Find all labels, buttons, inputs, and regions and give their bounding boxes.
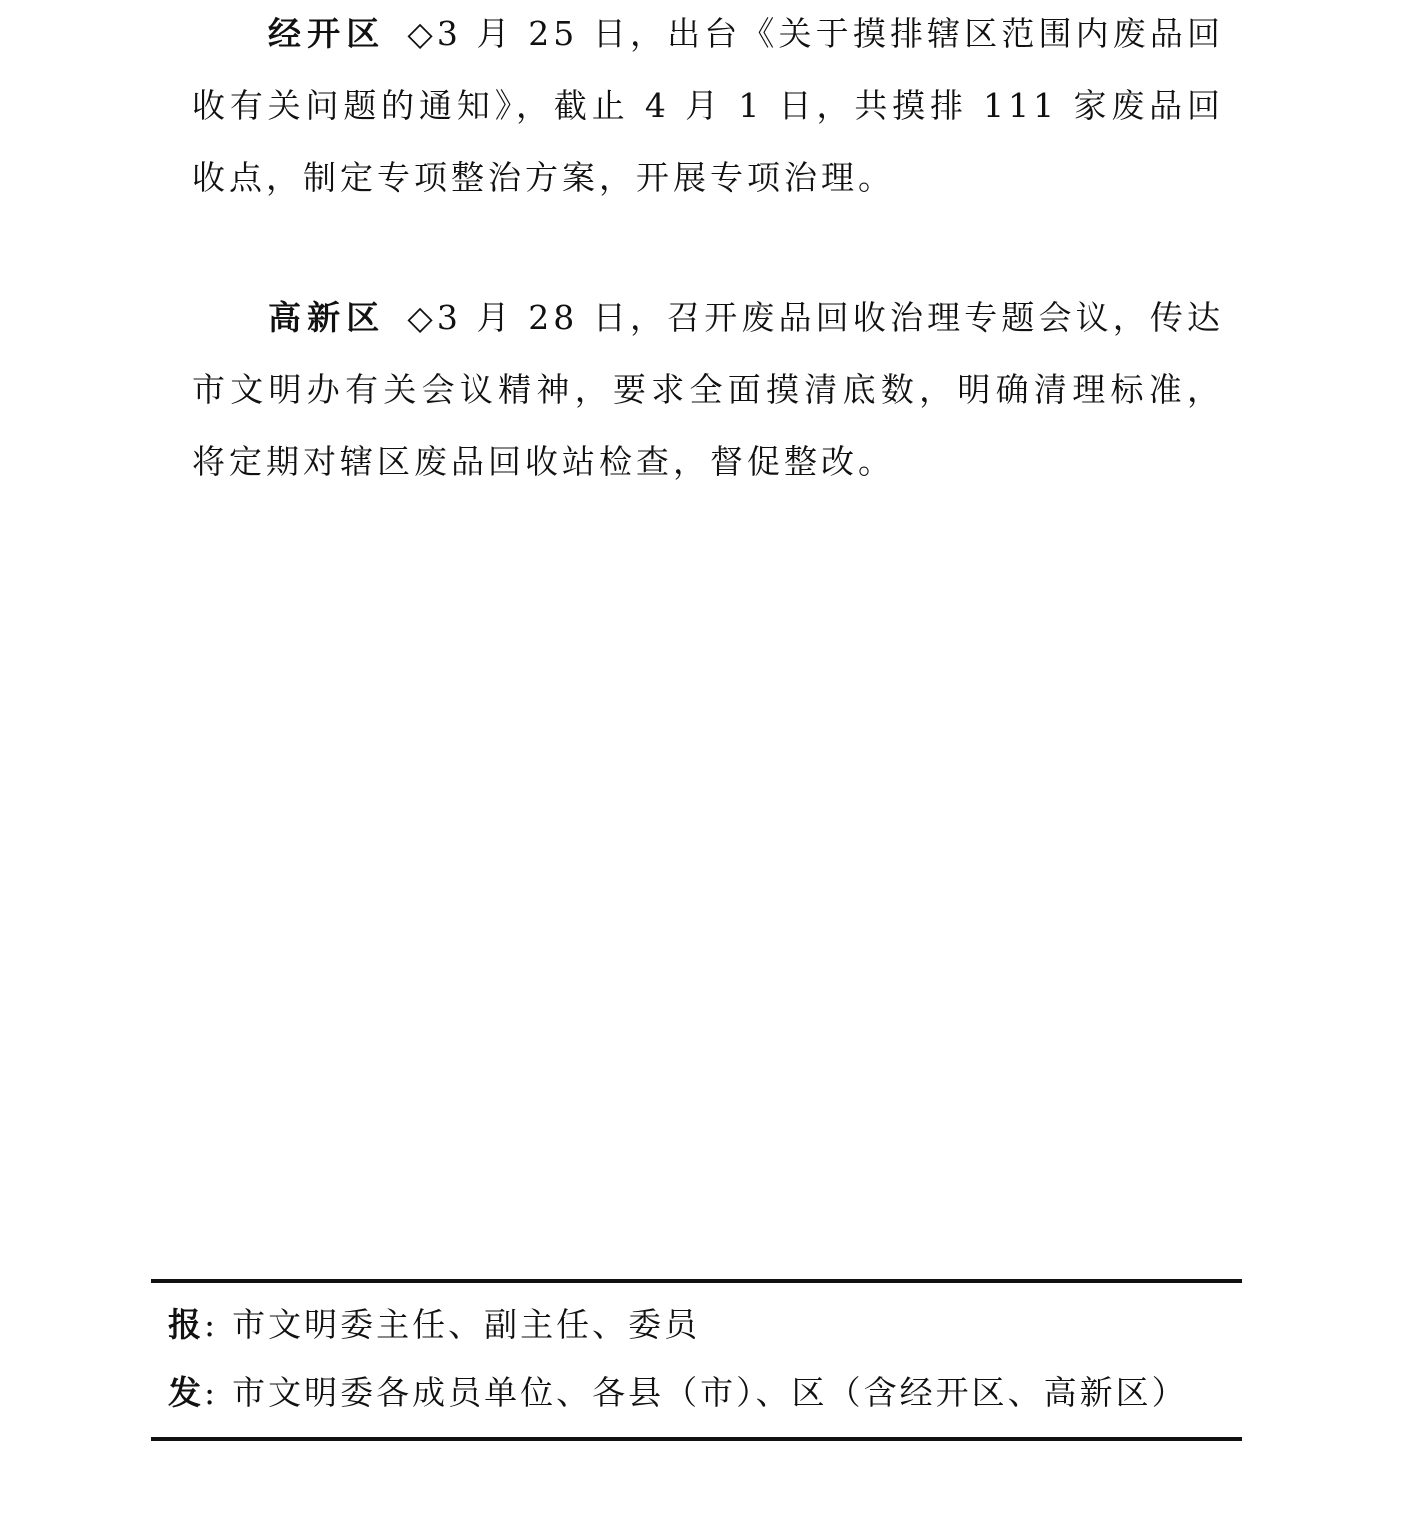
distribution-report-line [168, 1305, 1238, 1345]
paragraph-lead-jingkai: 经开区 [268, 14, 386, 53]
paragraph-gaoxin-district [192, 282, 1224, 498]
paragraph-body-gaoxin: ◇3 月 28 日，召开废品回收治理专题会议，传达市文明办有关会议精神，要求全面摸清底数，明确清理标准，将定期对辖区废品回收站检查，督促整改。 [192, 298, 1225, 481]
distribution-report-recipients: 市文明委主任、副主任、委员 [232, 1305, 701, 1344]
distribution-report-label: 报 [168, 1305, 204, 1344]
distribution-report-colon: : [204, 1305, 219, 1344]
distribution-send-colon: : [204, 1373, 219, 1412]
paragraph-lead-gaoxin: 高新区 [268, 298, 386, 337]
distribution-send-label: 发 [168, 1373, 204, 1412]
distribution-send-recipients: 市文明委各成员单位、各县（市）、区（含经开区、高新区） [232, 1373, 1188, 1412]
paragraph-body-jingkai: ◇3 月 25 日，出台《关于摸排辖区范围内废品回收有关问题的通知》，截止 4 月 1 日，共摸排 111 家废品回收点，制定专项整治方案，开展专项治理。 [192, 14, 1225, 197]
distribution-top-rule [151, 1279, 1242, 1283]
distribution-bottom-rule [151, 1437, 1242, 1441]
distribution-send-line [168, 1373, 1238, 1413]
paragraph-jingkai-district [192, 0, 1224, 214]
